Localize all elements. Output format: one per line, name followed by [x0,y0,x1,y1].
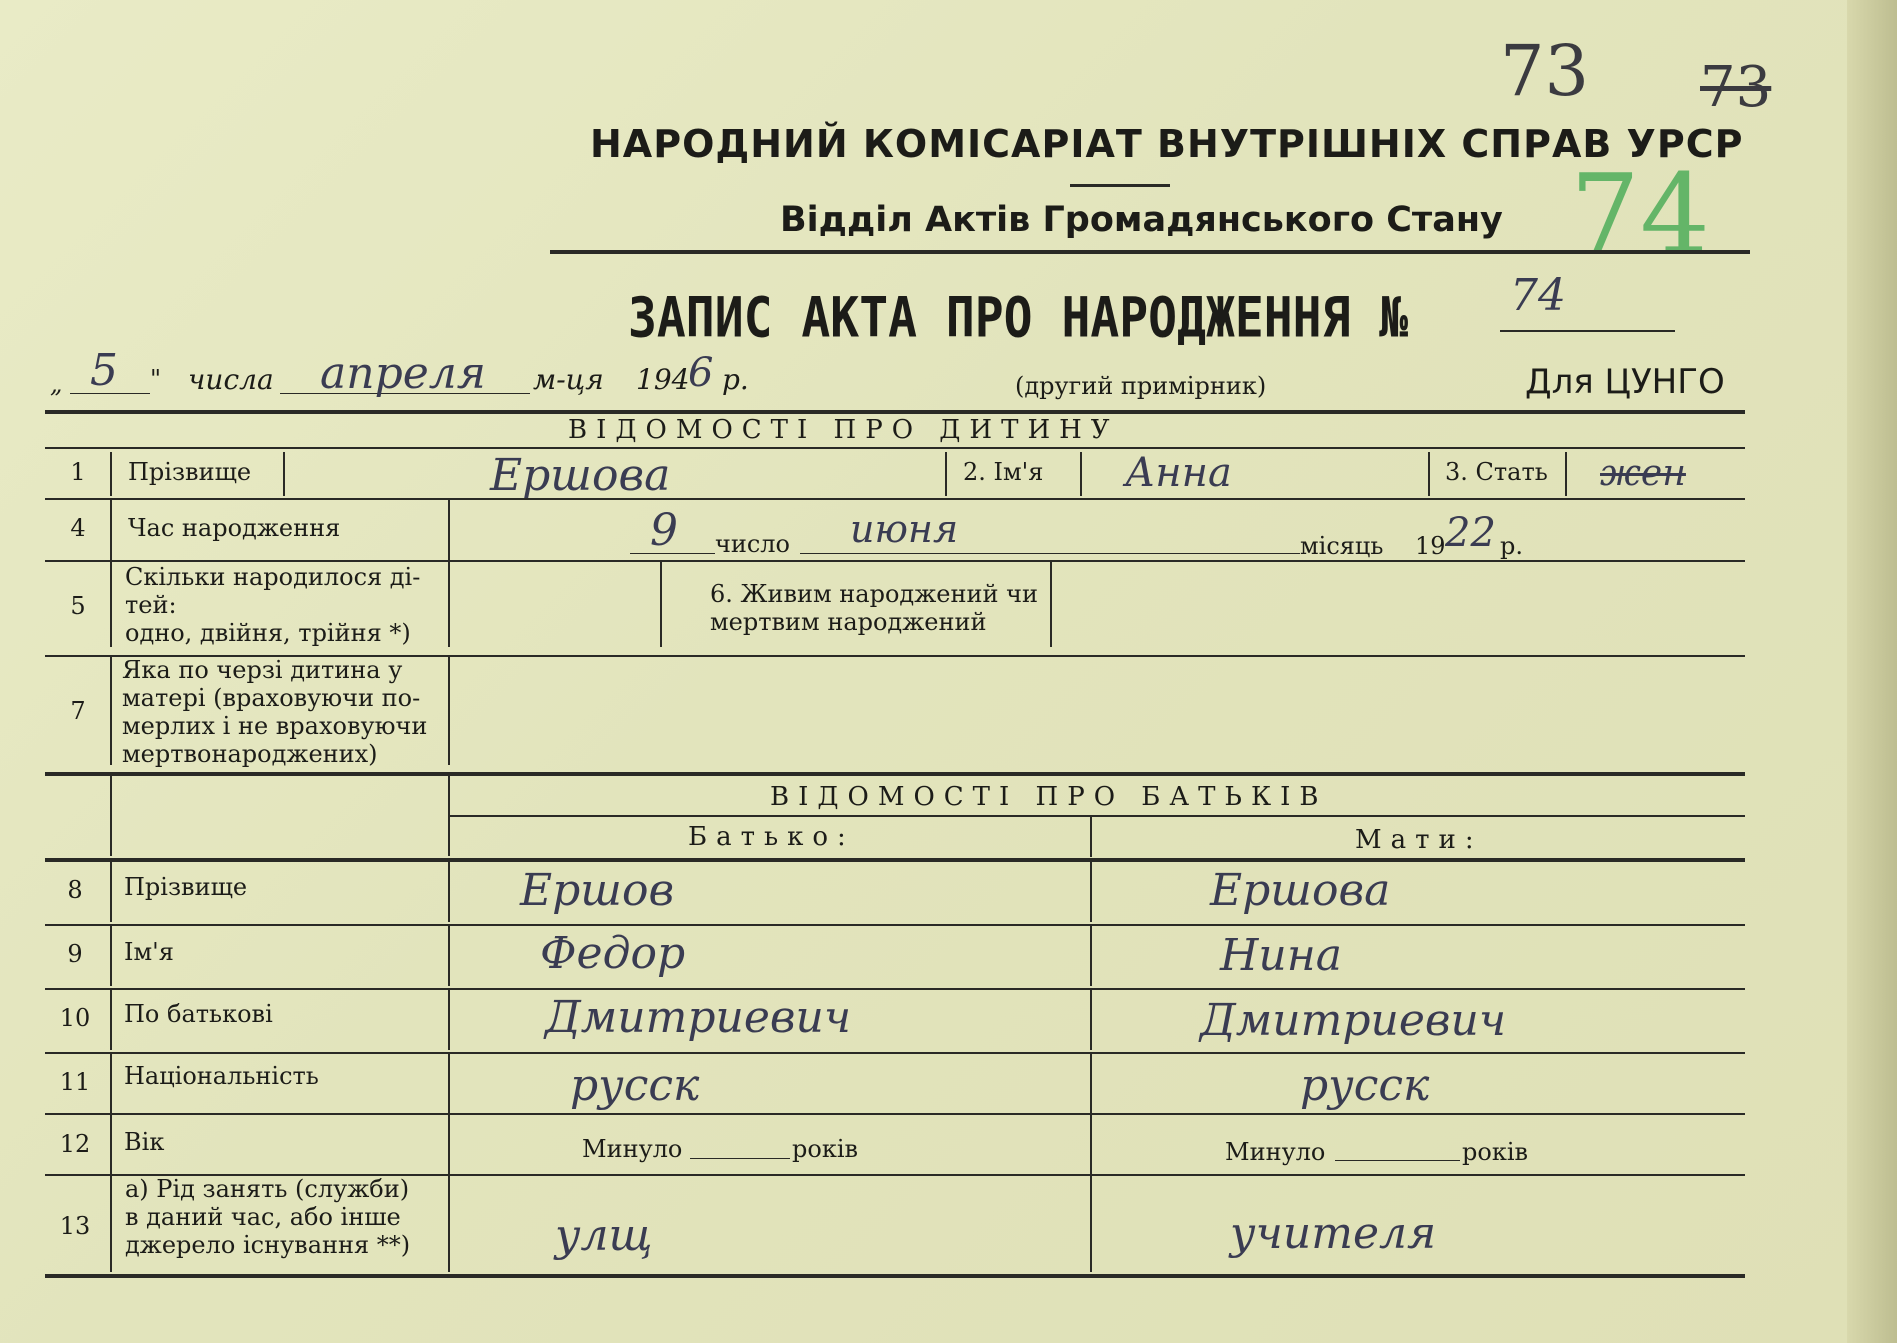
row-1-divider-c [945,452,947,496]
row-9-divider-c [1090,926,1092,986]
row-6-label: 6. Живим народжений чи мертвим народжений [710,580,1038,636]
row-12-father-prefix: Минуло [582,1135,683,1163]
child-section-title-rule [45,447,1745,449]
row-5-divider-b [448,562,450,647]
row-9-mother: Нина [1220,930,1342,981]
row-7-label: Яка по черзі дитина у матері (враховуючи по- мерлих і не враховуючи мертвонароджених) [122,656,428,768]
row-4-day-label: число [715,530,790,558]
row-12-father-underline [690,1158,790,1159]
parents-column-divider [1090,817,1092,857]
row-10-divider-b [448,990,450,1050]
parents-title-rule [450,815,1745,817]
row-13-father: улщ [555,1210,653,1261]
row-12-divider-b [448,1115,450,1175]
row-4-year-suffix: 22 [1445,510,1496,556]
archive-number-green: 74 [1570,150,1710,278]
row-4-divider-a [110,500,112,560]
date-year-suffix: 6 [688,350,714,396]
row-1-divider-b [283,452,285,496]
row-9-bottom-rule [45,988,1745,990]
ministry-title: НАРОДНИЙ КОМІСАРІАТ ВНУТРІШНІХ СПРАВ УРСР [590,122,1744,166]
row-4-label: Час народження [128,514,341,542]
row-12-father-suffix: років [792,1135,858,1163]
copy-note: (другий примірник) [1015,372,1267,400]
row-8-divider-b [448,862,450,922]
row-4-year-prefix: 19 [1415,532,1446,560]
department-title: Відділ Актів Громадянського Стану [780,200,1503,240]
parents-header-bottom-rule [45,858,1745,862]
row-11-father: русск [570,1060,700,1111]
row-8-divider-a [110,862,112,922]
row-4-num: 4 [70,514,86,542]
date-day: 5 [90,345,118,396]
row-11-divider-a [110,1054,112,1114]
row-13-bottom-rule [45,1274,1745,1278]
row-12-mother-suffix: років [1462,1138,1528,1166]
row-13-num: 13 [59,1212,91,1240]
row-1-divider-a [110,452,112,496]
row-11-mother: русск [1300,1060,1430,1111]
row-11-bottom-rule [45,1113,1745,1115]
row-8-divider-c [1090,862,1092,922]
date-month: апреля [320,348,486,399]
row-1-value3: жен [1600,453,1686,494]
row-12-mother-underline [1335,1160,1460,1161]
row-5-divider-c [660,562,662,647]
row-1-label3: 3. Стать [1445,458,1548,486]
row-4-month-label: місяць [1300,532,1384,560]
row-12-divider-a [110,1115,112,1175]
row-9-label: Ім'я [124,938,174,966]
row-1-value2: Анна [1125,450,1232,496]
record-number: 74 [1510,270,1566,321]
row-1-divider-d [1080,452,1082,496]
father-column-label: Батько: [688,822,855,852]
row-4-bottom-rule [45,560,1745,562]
row-11-divider-c [1090,1054,1092,1114]
date-year-prefix: 194 [636,363,690,396]
row-12-divider-c [1090,1115,1092,1175]
header-ornament-rule [1070,184,1170,187]
row-5-label: Скільки народилося ді- тей: одно, двійня, трійня *) [125,563,421,647]
row-10-divider-a [110,990,112,1050]
row-8-label: Прізвище [124,873,248,901]
paper-edge [1847,0,1897,1343]
child-section-top-rule [45,410,1745,414]
row-9-divider-b [448,926,450,986]
destination: Для ЦУНГО [1525,362,1725,402]
row-5-num: 5 [70,592,86,620]
row-10-father: Дмитриевич [545,992,852,1043]
row-7-divider-b [448,657,450,765]
row-13-label: а) Рід занять (служби) в даний час, або інше джерело існування **) [125,1175,411,1259]
archive-number-1: 73 [1500,30,1590,112]
row-10-mother: Дмитриевич [1200,995,1507,1046]
row-7-divider-a [110,657,112,765]
date-day-label: числа [188,363,274,396]
row-4-divider-b [448,500,450,560]
row-12-mother-prefix: Минуло [1225,1138,1326,1166]
row-1-label2: 2. Ім'я [963,458,1044,486]
row-7-num: 7 [70,697,86,725]
row-8-mother: Ершова [1210,865,1391,916]
row-10-num: 10 [59,1004,91,1032]
record-title: ЗАПИС АКТА ПРО НАРОДЖЕННЯ № [628,285,1409,351]
row-1-label: Прізвище [128,458,252,486]
row-11-label: Національність [124,1062,319,1090]
parents-section-title: ВІДОМОСТІ ПРО БАТЬКІВ [770,782,1328,812]
date-month-label: м-ця [533,363,604,396]
row-10-label: По батькові [124,1000,273,1028]
parents-num-divider [110,776,112,856]
header-rule [550,250,1750,254]
row-4-month-underline [800,553,1300,554]
row-9-num: 9 [67,940,83,968]
row-1-divider-e [1428,452,1430,496]
row-1-divider-f [1565,452,1567,496]
archive-number-2: 73 [1700,55,1772,120]
row-4-day: 9 [650,505,678,556]
row-11-divider-b [448,1054,450,1114]
row-10-bottom-rule [45,1052,1745,1054]
row-12-label: Вік [124,1128,165,1156]
row-11-num: 11 [59,1068,91,1096]
record-number-underline [1500,330,1675,332]
row-1-value: Ершова [490,450,671,501]
row-1-bottom-rule [45,498,1745,500]
row-13-divider-c [1090,1176,1092,1272]
row-5-divider-a [110,562,112,647]
row-13-divider-a [110,1176,112,1272]
child-section-title: ВІДОМОСТІ ПРО ДИТИНУ [568,415,1119,445]
row-5-divider-d [1050,562,1052,647]
date-quote-close: " [150,365,162,393]
mother-column-label: Мати: [1355,825,1483,855]
date-quote-open: „ [50,370,63,398]
row-4-year-label: р. [1500,532,1523,560]
row-12-num: 12 [59,1130,91,1158]
row-1-num: 1 [70,458,86,486]
row-10-divider-c [1090,990,1092,1050]
row-7-bottom-rule [45,772,1745,776]
date-year-label: р. [722,363,749,396]
row-8-father: Ершов [520,865,675,916]
row-13-mother: учителя [1230,1208,1437,1259]
row-9-father: Федор [540,928,686,979]
row-4-month: июня [850,507,959,551]
row-8-num: 8 [67,876,83,904]
row-13-divider-b [448,1176,450,1272]
row-8-bottom-rule [45,924,1745,926]
row-9-divider-a [110,926,112,986]
